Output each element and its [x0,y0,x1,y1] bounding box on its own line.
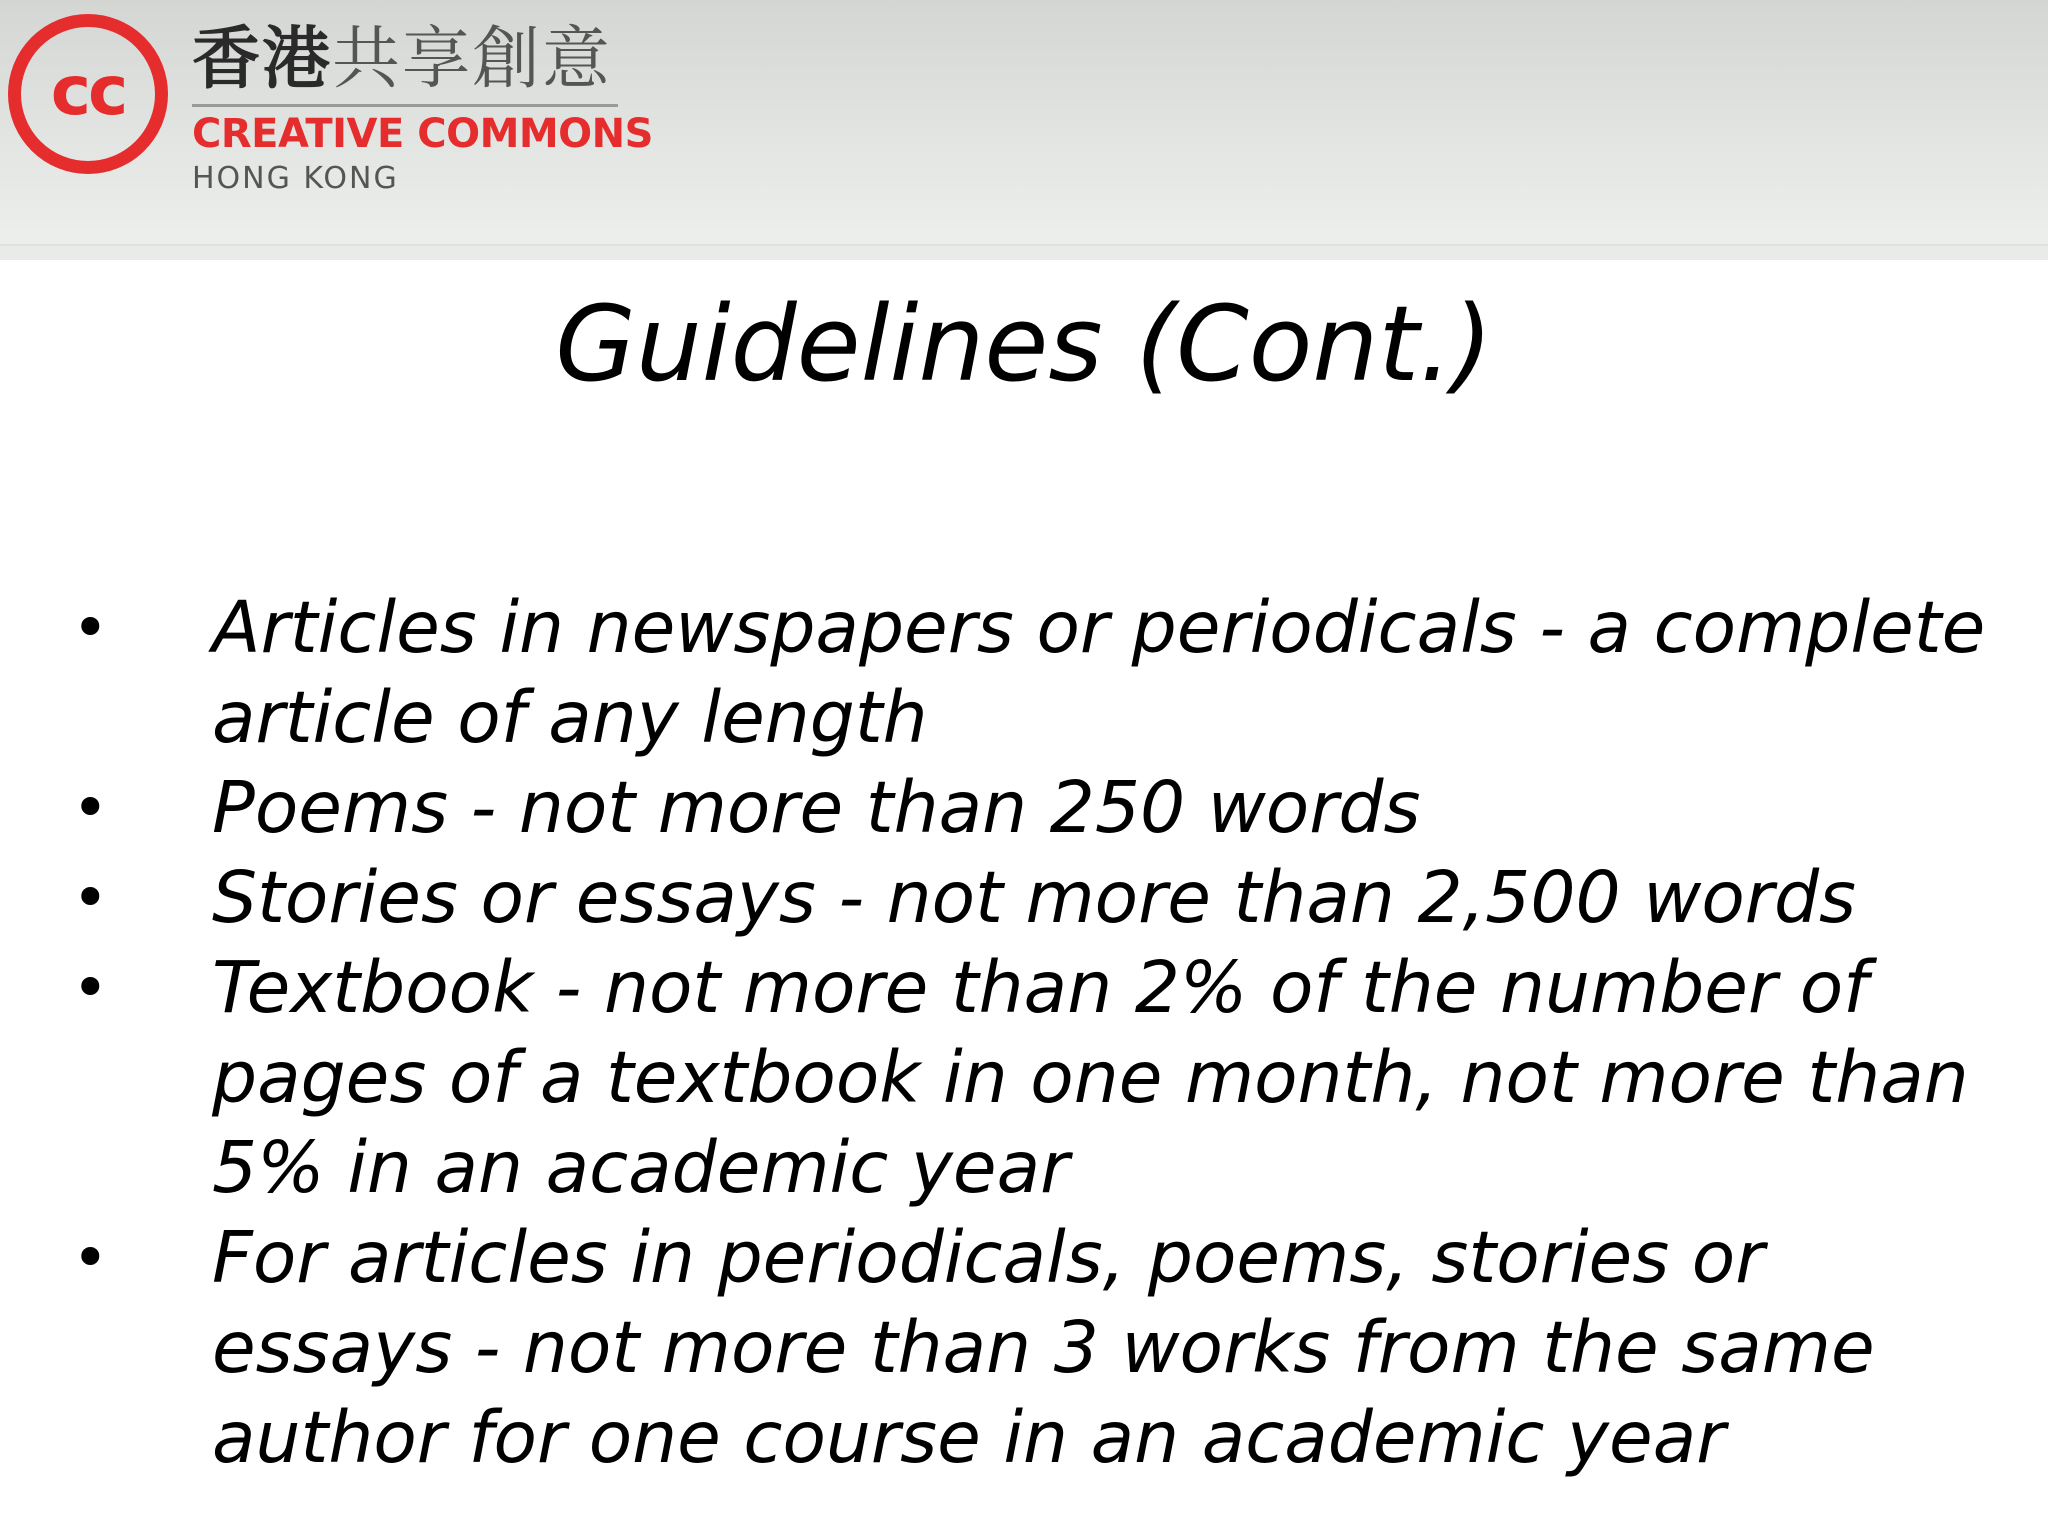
list-item [60,853,2020,943]
cc-mark: cc [50,52,126,131]
logo-chinese-bold: 香港 [192,20,333,99]
list-item [60,583,2020,763]
logo-region: HONG KONG [192,161,399,196]
logo-chinese-light: 共享創意 [332,20,613,99]
bullet-icon: • [72,951,109,1024]
slide-title: Guidelines (Cont.) [555,283,1493,405]
bullet-icon: • [72,861,109,934]
logo-divider [192,104,618,107]
guidelines-list [60,583,2020,1483]
bullet-text: Textbook - not more than 2% of the number of pages of a textbook in one month, not more than 5% in an academic year [212,946,1969,1209]
creative-commons-hk-logo [8,14,653,196]
logo-chinese-name [192,20,612,100]
bullet-text: Poems - not more than 250 words [212,766,1421,849]
header-divider [0,244,2048,260]
list-item [60,763,2020,853]
cc-logo-icon [8,14,168,174]
bullet-text: Articles in newspapers or periodicals - a complete article of any length [212,586,1986,759]
bullet-text: Stories or essays - not more than 2,500 words [212,856,1857,939]
bullet-text: For articles in periodicals, poems, stories or essays - not more than 3 works from the same author for one course in an academic year [212,1216,1875,1479]
bullet-icon: • [72,1221,109,1294]
list-item [60,1213,2020,1483]
logo-org-name: CREATIVE COMMONS [192,111,653,157]
bullet-icon: • [72,591,109,664]
bullet-icon: • [72,771,109,844]
list-item [60,943,2020,1213]
